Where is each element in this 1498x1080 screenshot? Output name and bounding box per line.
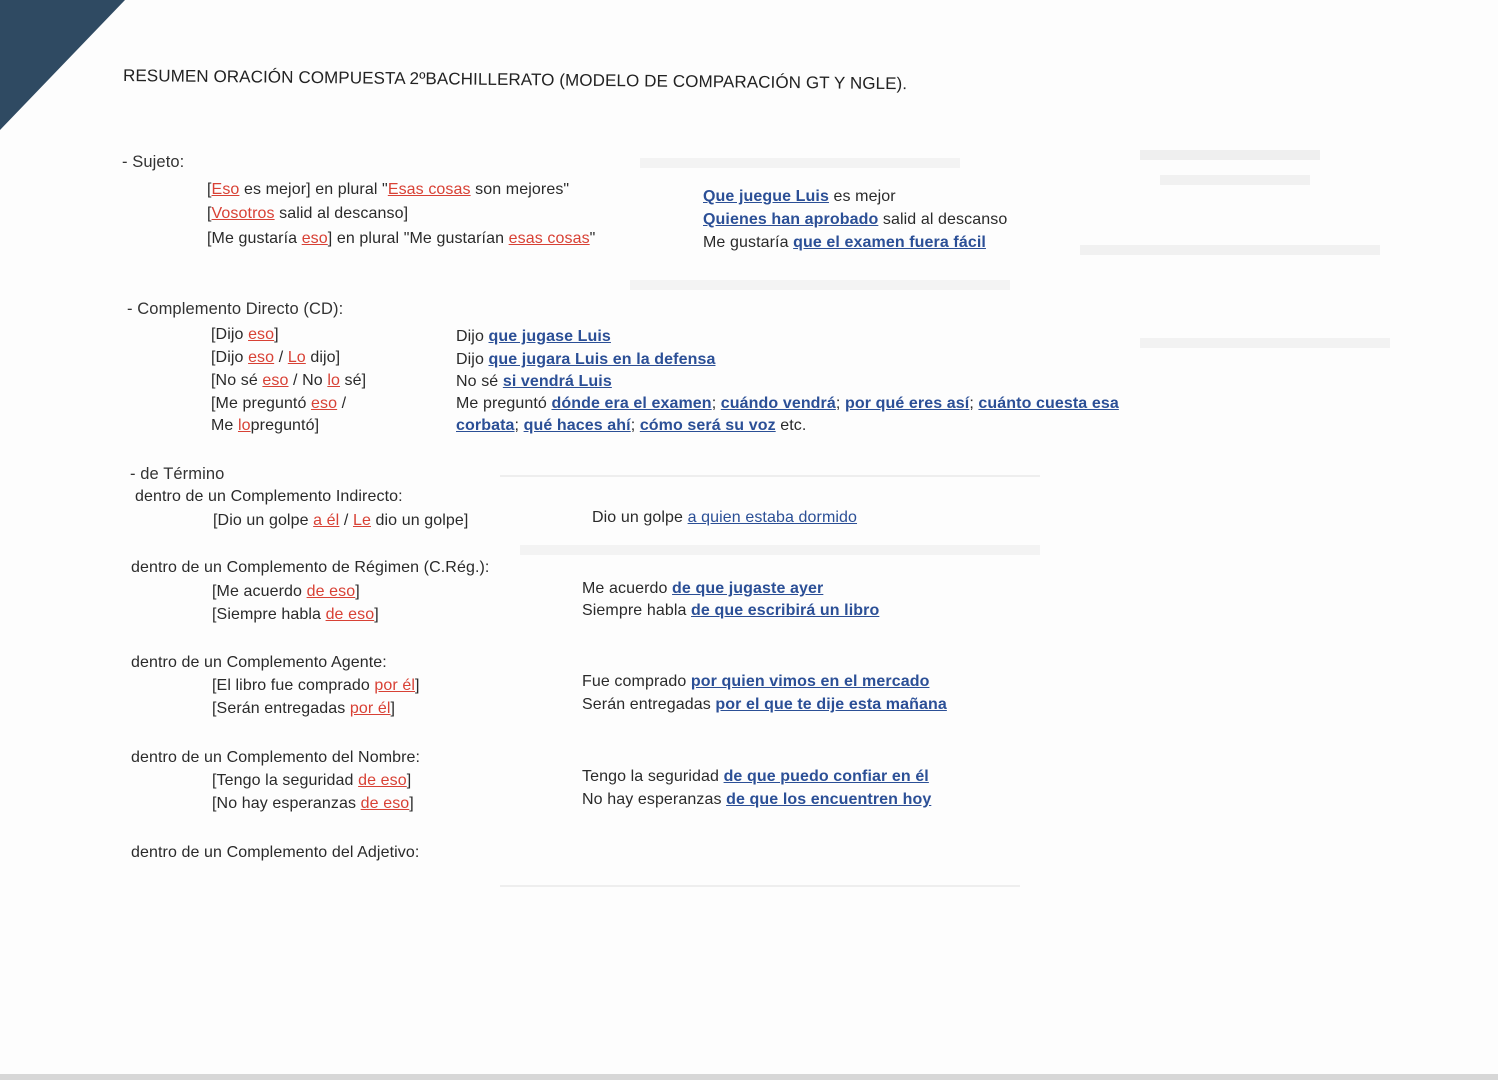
creg-clause-2 (582, 602, 879, 620)
text: / (337, 395, 347, 412)
cn-clause-2 (582, 791, 931, 809)
highlight-red: Vosotros (211, 205, 275, 222)
bleed-through-mark (1080, 245, 1380, 255)
highlight-blue: cuándo vendrá (720, 395, 836, 412)
page-title: RESUMEN ORACIÓN COMPUESTA 2ºBACHILLERATO (MODELO DE COMPARACIÓN GT Y NGLE). (122, 66, 908, 94)
bleed-through-mark (500, 475, 1040, 477)
highlight-red: eso (262, 372, 289, 389)
ci-clause-1 (592, 509, 857, 527)
text: [Serán entregadas (212, 700, 350, 717)
cn-example-2 (212, 795, 414, 813)
highlight-red: eso (301, 230, 328, 247)
highlight-blue: si vendrá Luis (502, 373, 612, 390)
highlight-blue: de que puedo confiar en él (723, 768, 929, 785)
text: [No hay esperanzas (212, 795, 361, 812)
text: ; (514, 417, 524, 434)
cd-clause-2 (456, 351, 715, 369)
text: salid al descanso (878, 211, 1008, 228)
cd-clause-4 (456, 395, 1119, 413)
cd-clause-5 (456, 417, 806, 435)
text: dijo] (305, 349, 341, 366)
highlight-red: por él (349, 700, 391, 717)
cag-clause-1 (582, 673, 929, 691)
bleed-through-mark (1160, 175, 1310, 185)
text: Tengo la seguridad (582, 768, 724, 785)
cd-example-1 (211, 326, 279, 344)
text: [Dijo (211, 326, 249, 343)
creg-example-1 (212, 583, 360, 601)
text: [Tengo la seguridad (212, 772, 359, 789)
text: / (339, 512, 353, 529)
highlight-blue: de que los encuentren hoy (726, 791, 932, 808)
cd-clause-3 (456, 373, 612, 391)
cd-example-2 (211, 349, 340, 367)
text: es mejor] en plural " (239, 181, 388, 198)
text: ; (835, 395, 845, 412)
highlight-red: Lo (287, 349, 306, 366)
highlight-blue: a quien estaba dormido (687, 509, 858, 526)
highlight-blue: Quienes han aprobado (703, 211, 879, 228)
highlight-blue: que jugara Luis en la defensa (488, 351, 716, 368)
text: [Siempre habla (212, 606, 326, 623)
highlight-red: a él (313, 512, 340, 529)
text: Fue comprado (582, 673, 691, 690)
cn-clause-1 (582, 768, 929, 786)
highlight-red: esas cosas (508, 230, 590, 247)
bleed-through-mark (640, 158, 960, 168)
highlight-blue: que el examen fuera fácil (793, 234, 986, 251)
text: ] (409, 795, 414, 812)
text: ; (969, 395, 979, 412)
cag-example-1 (212, 677, 420, 695)
highlight-blue: de que escribirá un libro (691, 602, 880, 619)
highlight-blue: corbata (456, 417, 515, 434)
text: [Dio un golpe (213, 512, 314, 529)
text: ] (406, 772, 412, 789)
highlight-red: de eso (360, 795, 410, 812)
cd-example-5 (211, 417, 319, 435)
cn-example-1 (212, 772, 411, 790)
highlight-blue: de que jugaste ayer (672, 580, 824, 597)
highlight-red: eso (248, 326, 275, 343)
highlight-red: de eso (306, 583, 356, 600)
highlight-red: Eso (211, 181, 240, 198)
highlight-blue: cómo será su voz (639, 417, 776, 434)
section-heading-sujeto: - Sujeto: (122, 153, 185, 171)
subheading-cadj: dentro de un Complemento del Adjetivo: (131, 844, 420, 861)
text: Me acuerdo (582, 580, 673, 597)
highlight-red: eso (311, 395, 338, 412)
text: Dio un golpe (592, 509, 688, 526)
highlight-blue: por el que te dije esta mañana (715, 696, 947, 713)
text: ; (630, 417, 640, 434)
text: ] (274, 326, 279, 343)
highlight-blue: que jugase Luis (488, 328, 611, 345)
text: salid al descanso] (274, 205, 409, 222)
bleed-through-mark (500, 885, 1020, 887)
sujeto-example-1 (207, 181, 569, 199)
cd-example-4 (211, 395, 346, 413)
cd-clause-1 (456, 328, 611, 346)
highlight-blue: por qué eres así (844, 395, 970, 412)
text: " (589, 230, 596, 247)
text: Me preguntó (456, 395, 552, 412)
highlight-blue: cuánto cuesta esa (978, 395, 1119, 412)
text: Me (211, 417, 238, 434)
text: etc. (775, 417, 807, 434)
text: Dijo (456, 351, 489, 368)
text: preguntó] (250, 417, 320, 434)
text: No hay esperanzas (582, 791, 727, 808)
text: Siempre habla (582, 602, 692, 619)
text: sé] (340, 372, 367, 389)
text: son mejores" (470, 181, 570, 198)
ci-example-1 (213, 512, 468, 530)
text: / No (288, 372, 328, 389)
page-bottom-edge (0, 1074, 1498, 1080)
text: ] (355, 583, 360, 600)
text: [Me gustaría (207, 230, 302, 247)
sujeto-example-3 (207, 230, 595, 248)
sujeto-example-2 (207, 205, 408, 223)
text: Serán entregadas (582, 696, 716, 713)
text: [ (207, 181, 212, 198)
highlight-blue: qué haces ahí (523, 417, 631, 434)
section-heading-termino: - de Término (130, 465, 225, 483)
highlight-red: lo (327, 372, 340, 389)
text: [El libro fue comprado (212, 677, 375, 694)
text: Me gustaría (703, 234, 794, 251)
highlight-red: de eso (325, 606, 375, 623)
text: [Me preguntó (211, 395, 312, 412)
text: es mejor (828, 188, 896, 205)
page-corner-shadow (0, 0, 125, 130)
highlight-red: lo (237, 417, 251, 434)
creg-example-2 (212, 606, 379, 624)
text: ] (390, 700, 396, 717)
text: Dijo (456, 328, 489, 345)
creg-clause-1 (582, 580, 823, 598)
sujeto-clause-2 (703, 211, 1007, 229)
text: No sé (456, 373, 503, 390)
highlight-red: eso (248, 349, 275, 366)
section-heading-cd: - Complemento Directo (CD): (127, 300, 344, 318)
sujeto-clause-3 (703, 234, 986, 252)
text: ] (374, 606, 379, 623)
highlight-blue: por quien vimos en el mercado (690, 673, 930, 690)
subheading-creg: dentro de un Complemento de Régimen (C.Rég.): (131, 559, 490, 576)
bleed-through-mark (1140, 338, 1390, 348)
cd-example-3 (211, 372, 366, 390)
highlight-blue: dónde era el examen (551, 395, 712, 412)
text: / (274, 349, 288, 366)
text: [ (207, 205, 212, 222)
text: dio un golpe] (370, 512, 469, 529)
highlight-red: por él (374, 677, 416, 694)
text: [Me acuerdo (212, 583, 307, 600)
bleed-through-mark (630, 280, 1010, 290)
bleed-through-mark (520, 545, 1040, 555)
sujeto-clause-1 (703, 188, 896, 206)
highlight-red: Esas cosas (387, 181, 471, 198)
cag-clause-2 (582, 696, 947, 714)
subheading-ci: dentro de un Complemento Indirecto: (135, 488, 403, 505)
text: [No sé (211, 372, 263, 389)
text: ] (415, 677, 420, 694)
highlight-blue: Que juegue Luis (703, 188, 829, 205)
cag-example-2 (212, 700, 395, 718)
text: ] en plural "Me gustarían (327, 230, 509, 247)
highlight-red: de eso (358, 772, 407, 789)
text: [Dijo (211, 349, 249, 366)
text: ; (711, 395, 721, 412)
subheading-cn: dentro de un Complemento del Nombre: (131, 749, 421, 766)
bleed-through-mark (1140, 150, 1320, 160)
highlight-red: Le (352, 512, 371, 529)
subheading-cag: dentro de un Complemento Agente: (131, 654, 387, 671)
